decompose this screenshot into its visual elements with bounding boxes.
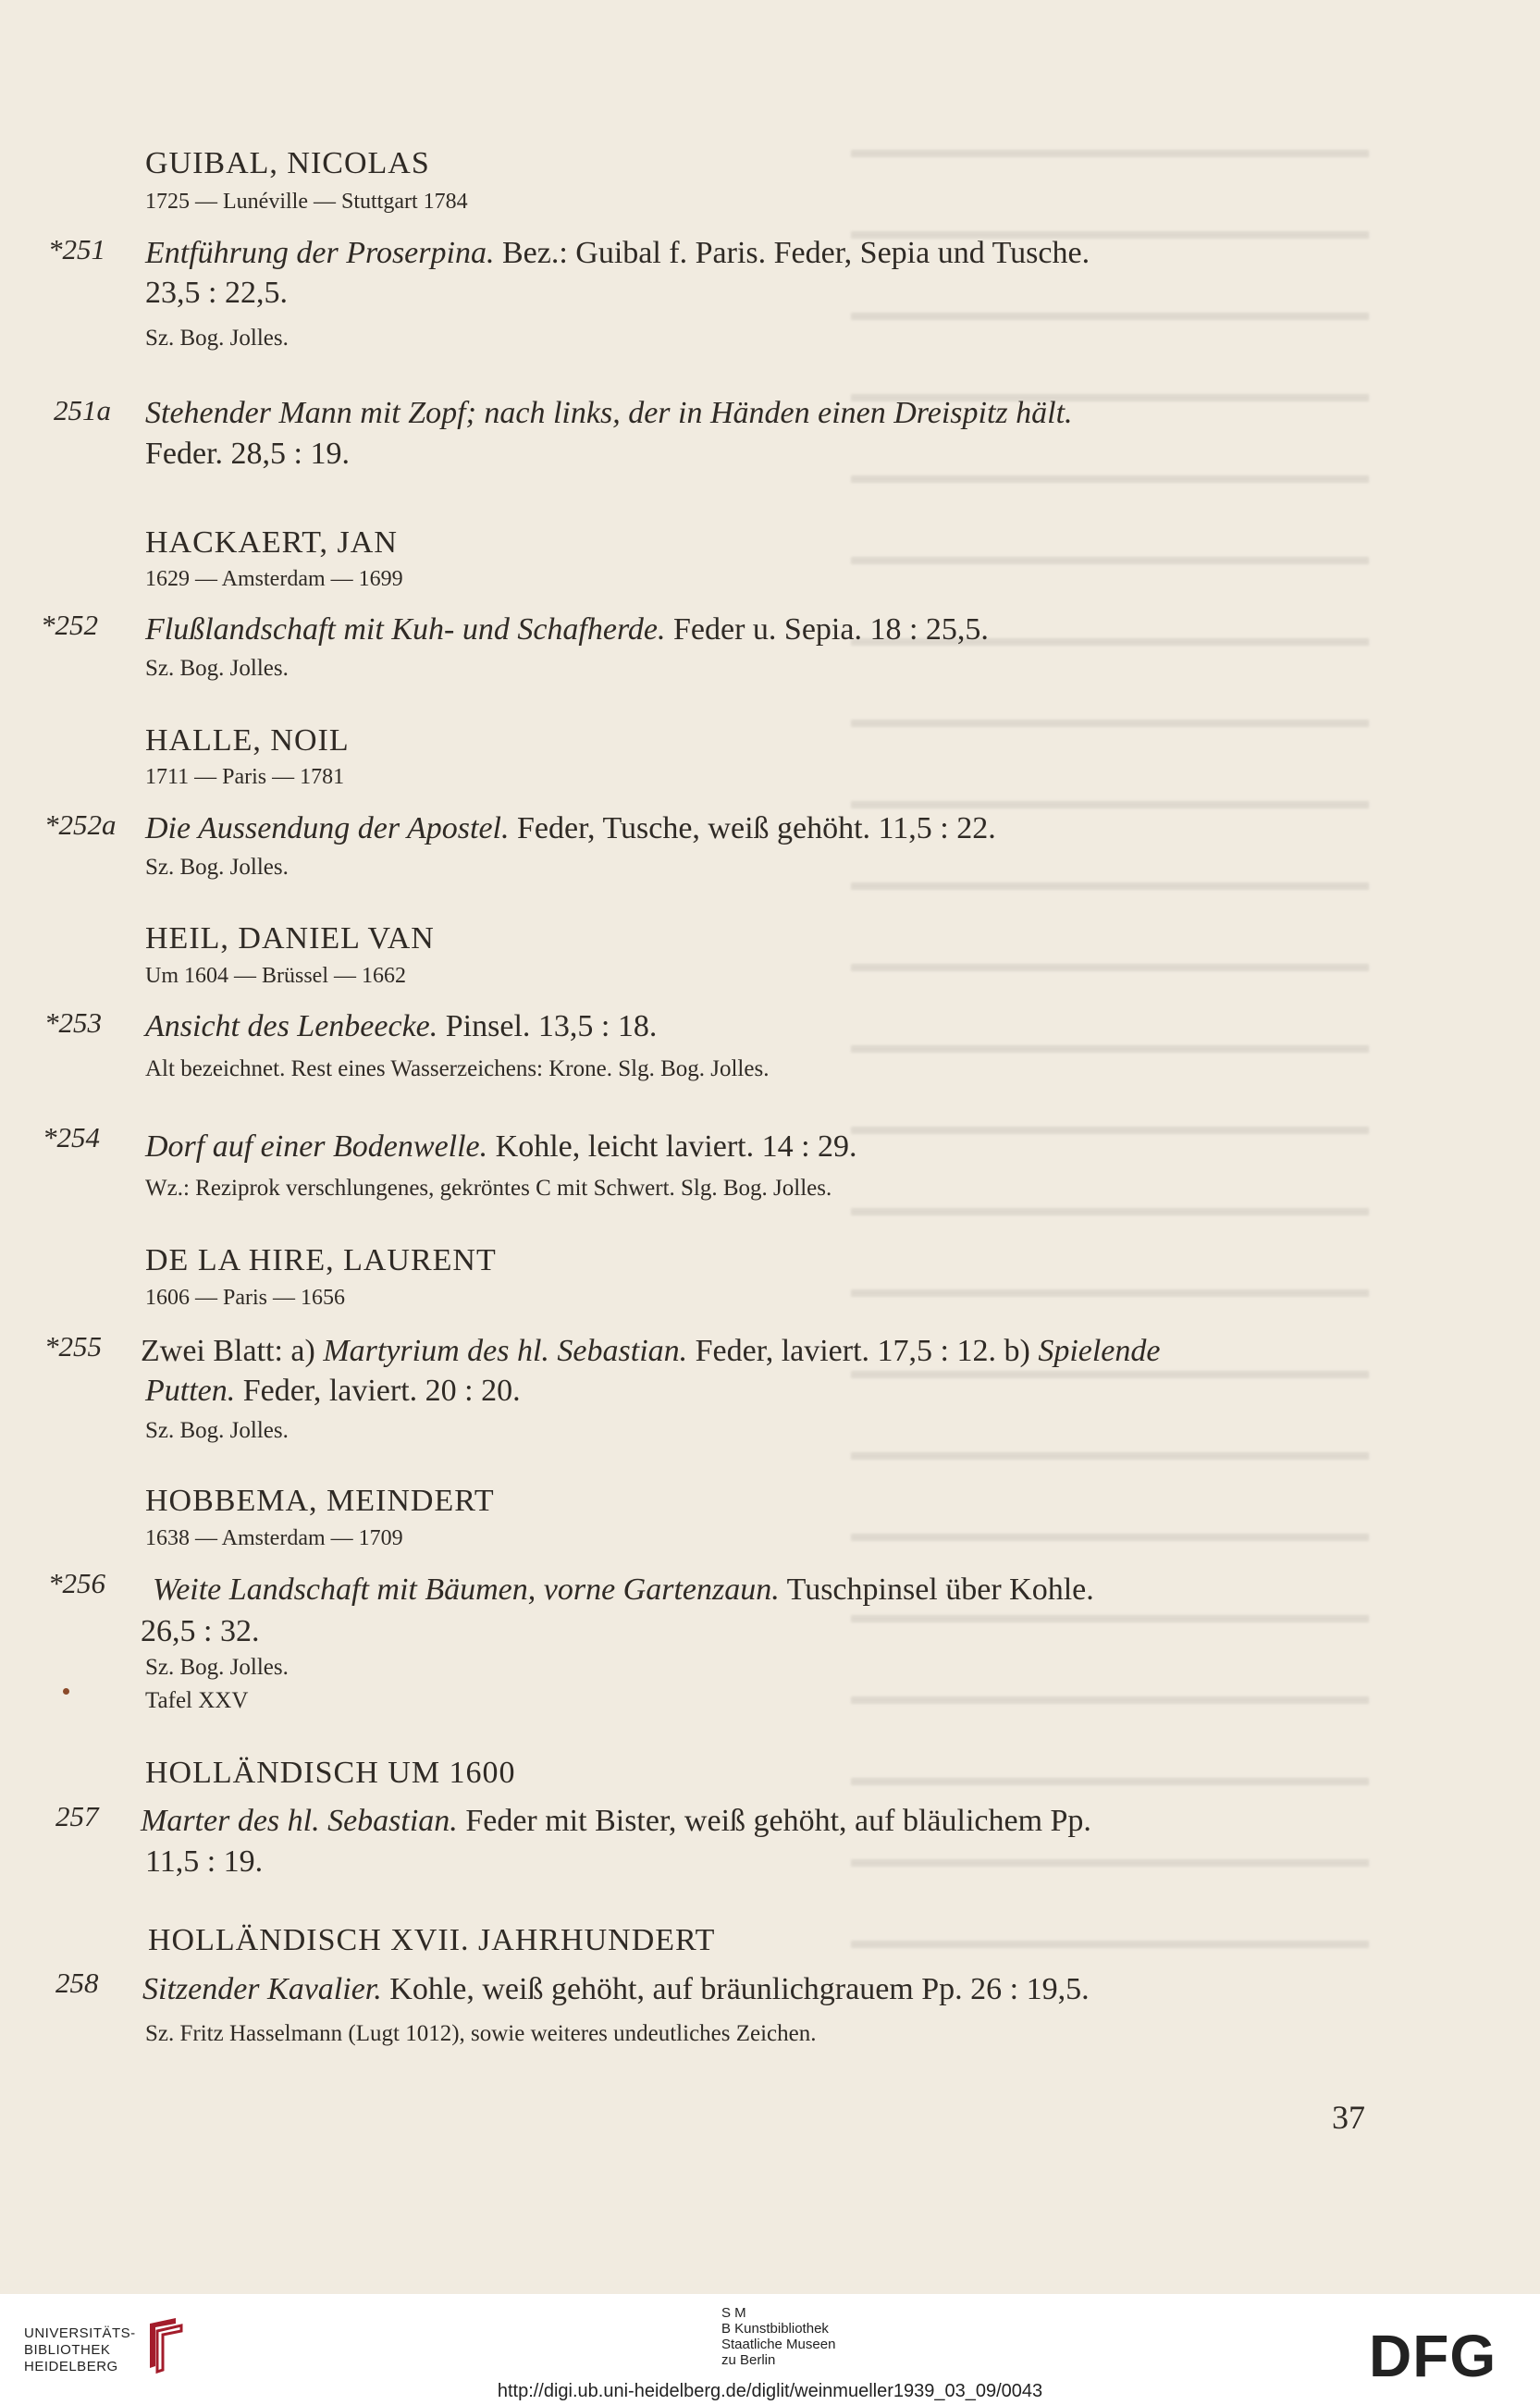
lot-provenance: Sz. Bog. Jolles. <box>145 855 289 880</box>
lot-technique: Feder u. Sepia. 18 : 25,5. <box>665 612 989 647</box>
lot-technique: Bez.: Guibal f. Paris. Feder, Sepia und Tusche. <box>494 236 1090 270</box>
plate-marker-dot <box>63 1688 69 1695</box>
library-stamp-mark: S M <box>721 2305 746 2321</box>
page-number: 37 <box>1332 2099 1365 2136</box>
lot-technique: Kohle, weiß gehöht, auf bräunlichgrauem Pp. 26 : 19,5. <box>381 1972 1090 2006</box>
source-url-link[interactable]: http://digi.ub.uni-heidelberg.de/diglit/weinmueller1939_03_09/0043 <box>497 2381 1043 2401</box>
library-stamp-museum: Staatliche Museen <box>721 2337 836 2352</box>
lot-provenance: Sz. Bog. Jolles. <box>145 656 289 681</box>
artist-dates: 1638 — Amsterdam — 1709 <box>145 1526 403 1550</box>
lot-description <box>142 1974 1090 2005</box>
lot-number: *251 <box>48 233 105 265</box>
lot-title: Die Aussendung der Apostel. <box>145 811 510 845</box>
lot-number: 257 <box>55 1800 99 1832</box>
lot-description <box>145 614 989 646</box>
lot-dimensions: 26,5 : 32. <box>141 1614 260 1648</box>
artist-name: HEIL, DANIEL VAN <box>145 921 435 956</box>
artist-dates: Um 1604 — Brüssel — 1662 <box>145 964 406 988</box>
university-library-name: UNIVERSITÄTS- BIBLIOTHEK HEIDELBERG <box>24 2325 136 2374</box>
artist-name: HOLLÄNDISCH XVII. JAHRHUNDERT <box>148 1923 716 1957</box>
lot-number: *254 <box>43 1121 100 1153</box>
lot-number: *252a <box>44 808 117 841</box>
lot-technique: Kohle, leicht laviert. 14 : 29. <box>487 1129 857 1164</box>
lot-title: Flußlandschaft mit Kuh- und Schafherde. <box>145 612 666 647</box>
lot-plate: Tafel XXV <box>145 1688 249 1713</box>
lot-title: Stehender Mann mit Zopf; nach links, der in Händen einen Dreispitz hält. <box>145 396 1073 430</box>
lot-description <box>145 238 1090 269</box>
lot-technique: Feder, laviert. 20 : 20. <box>235 1374 521 1408</box>
library-stamp-city: zu Berlin <box>721 2352 776 2368</box>
lot-number: 258 <box>55 1967 99 1999</box>
library-stamp <box>721 2305 925 2368</box>
lot-number: 251a <box>54 394 111 426</box>
lot-dimensions: Feder. 28,5 : 19. <box>145 437 350 471</box>
artist-dates: 1711 — Paris — 1781 <box>145 765 345 789</box>
lot-description <box>141 1336 1160 1367</box>
artist-name: HACKAERT, JAN <box>145 525 398 560</box>
lot-provenance: Wz.: Reziprok verschlungenes, gekröntes C mit Schwert. Slg. Bog. Jolles. <box>145 1176 832 1201</box>
artist-name: HOBBEMA, MEINDERT <box>145 1484 495 1518</box>
lot-dimensions: 23,5 : 22,5. <box>145 276 288 310</box>
lot-provenance: Sz. Bog. Jolles. <box>145 1418 289 1443</box>
lot-description-continued <box>145 1375 521 1407</box>
lot-technique: Pinsel. 13,5 : 18. <box>437 1009 658 1043</box>
lot-technique: Feder, laviert. 17,5 : 12. b) <box>687 1334 1039 1368</box>
lot-provenance: Sz. Fritz Hasselmann (Lugt 1012), sowie weiteres undeutliches Zeichen. <box>145 2021 817 2046</box>
lot-title: Ansicht des Lenbeecke. <box>145 1009 438 1043</box>
artist-dates: 1629 — Amsterdam — 1699 <box>145 567 403 591</box>
lot-title: Weite Landschaft mit Bäumen, vorne Gartenzaun. <box>153 1572 780 1607</box>
artist-name: GUIBAL, NICOLAS <box>145 146 430 180</box>
artist-dates: 1606 — Paris — 1656 <box>145 1286 345 1310</box>
university-logo-icon <box>142 2314 189 2375</box>
lot-title: Sitzender Kavalier. <box>142 1972 382 2006</box>
lot-number: *256 <box>48 1567 105 1599</box>
lot-dimensions: 11,5 : 19. <box>145 1844 264 1879</box>
lot-description <box>145 1011 657 1042</box>
lot-title: Entführung der Proserpina. <box>145 236 495 270</box>
lot-number: *252 <box>41 609 98 641</box>
lot-description <box>145 398 1073 429</box>
lot-number: *253 <box>44 1006 102 1039</box>
digitization-footer <box>0 2294 1540 2405</box>
artist-name: HALLE, NOIL <box>145 723 350 758</box>
lot-title-b: Spielende <box>1038 1334 1161 1368</box>
artist-name: DE LA HIRE, LAURENT <box>145 1243 497 1277</box>
lot-description <box>145 1131 857 1163</box>
lot-title: Marter des hl. Sebastian. <box>141 1804 458 1838</box>
lot-provenance: Sz. Bog. Jolles. <box>145 326 289 351</box>
lot-technique: Feder, Tusche, weiß gehöht. 11,5 : 22. <box>509 811 996 845</box>
lot-description <box>145 813 996 845</box>
lot-technique: Feder mit Bister, weiß gehöht, auf bläulichem Pp. <box>457 1804 1091 1838</box>
lot-prefix: Zwei Blatt: a) <box>141 1334 324 1368</box>
lot-technique: Tuschpinsel über Kohle. <box>779 1572 1094 1607</box>
artist-name: HOLLÄNDISCH UM 1600 <box>145 1756 516 1790</box>
artist-dates: 1725 — Lunéville — Stuttgart 1784 <box>145 190 468 214</box>
lot-title: Martyrium des hl. Sebastian. <box>323 1334 688 1368</box>
lot-provenance: Alt bezeichnet. Rest eines Wasserzeichens: Krone. Slg. Bog. Jolles. <box>145 1056 770 1081</box>
lot-provenance: Sz. Bog. Jolles. <box>145 1655 289 1680</box>
lot-description <box>153 1574 1094 1606</box>
library-stamp-name: B Kunstbibliothek <box>721 2321 829 2337</box>
lot-title-b-continued: Putten. <box>145 1374 236 1408</box>
lot-number: *255 <box>44 1330 102 1363</box>
dfg-logo: DFG <box>1369 2323 1497 2389</box>
lot-description <box>141 1806 1091 1837</box>
lot-title: Dorf auf einer Bodenwelle. <box>145 1129 488 1164</box>
